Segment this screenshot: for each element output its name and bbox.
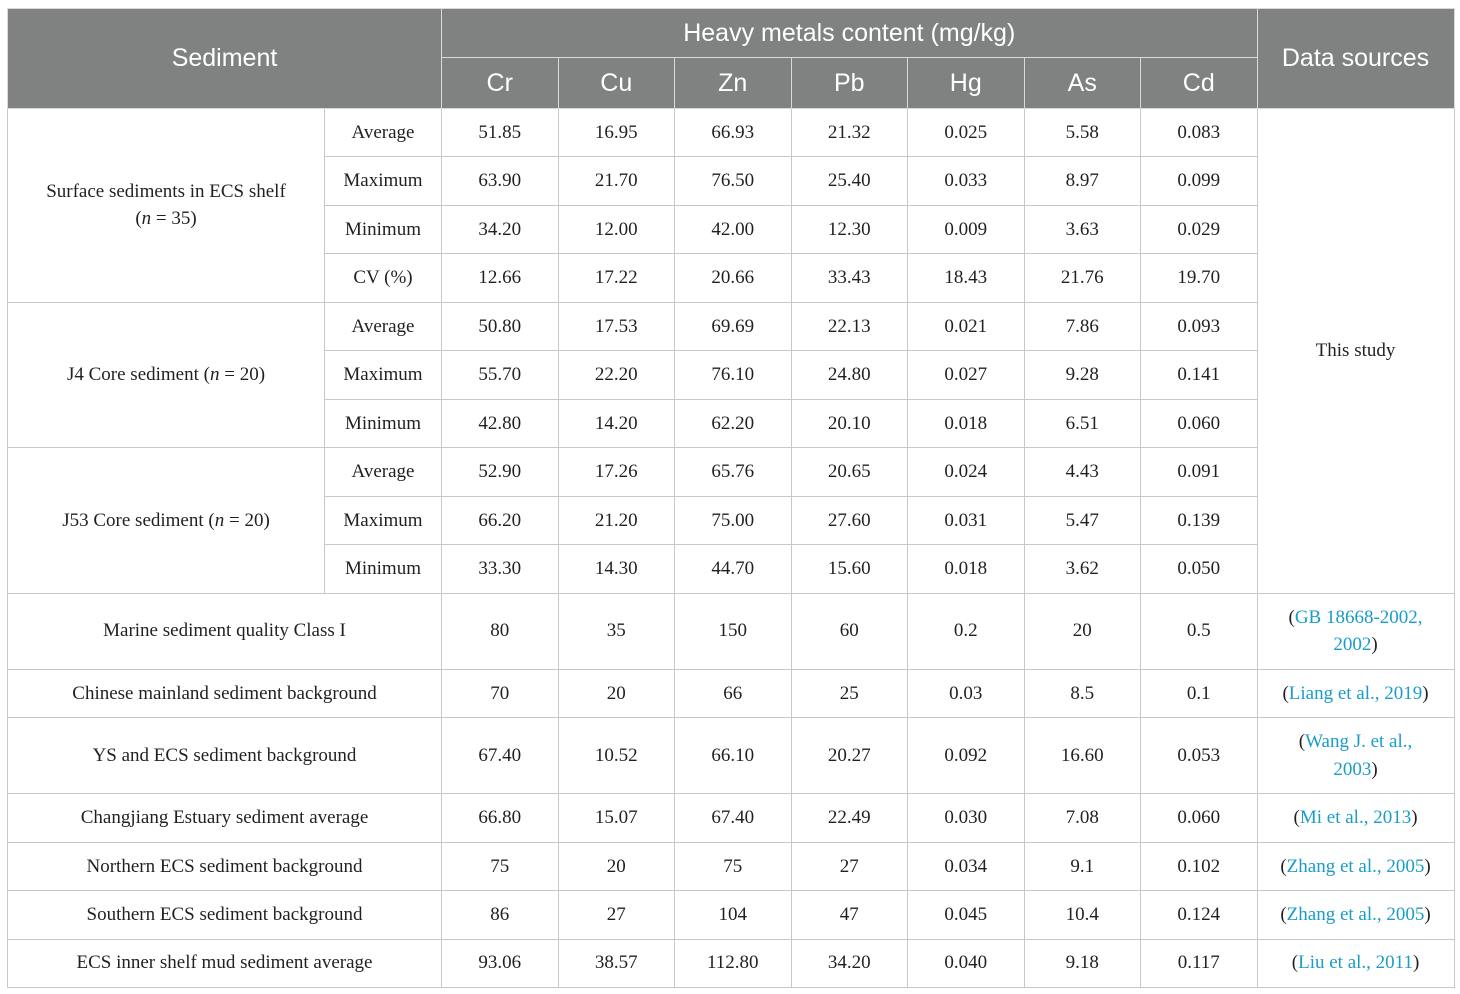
close-paren: )	[1424, 855, 1431, 877]
citation-link[interactable]: Liu et al., 2011	[1298, 952, 1413, 974]
metal-value: 67.40	[442, 718, 559, 794]
metal-value: 67.40	[675, 794, 792, 842]
metal-value: 66.93	[675, 109, 792, 157]
reference-row	[8, 891, 1455, 939]
data-source-cell	[1257, 794, 1454, 842]
metal-value: 60	[791, 593, 908, 669]
metal-value: 86	[442, 891, 559, 939]
metal-value: 0.083	[1141, 109, 1258, 157]
statistic-label: Minimum	[325, 399, 442, 447]
metal-value: 27	[791, 842, 908, 890]
statistic-label: Minimum	[325, 205, 442, 253]
sediment-group-name	[8, 302, 325, 447]
metal-value: 20.65	[791, 448, 908, 496]
reference-row	[8, 593, 1455, 669]
data-source-cell	[1257, 842, 1454, 890]
open-paren: (	[1280, 904, 1287, 926]
metal-value: 0.053	[1141, 718, 1258, 794]
statistic-label: Maximum	[325, 157, 442, 205]
data-source-cell	[1257, 939, 1454, 987]
metal-value: 0.030	[908, 794, 1025, 842]
metal-value: 93.06	[442, 939, 559, 987]
statistic-label: Average	[325, 109, 442, 157]
metal-value: 14.30	[558, 545, 675, 593]
metal-value: 17.26	[558, 448, 675, 496]
open-paren: (	[1282, 682, 1289, 704]
metal-value: 0.018	[908, 545, 1025, 593]
metal-value: 76.10	[675, 351, 792, 399]
metal-value: 62.20	[675, 399, 792, 447]
metal-value: 25.40	[791, 157, 908, 205]
metal-value: 65.76	[675, 448, 792, 496]
metal-value: 0.5	[1141, 593, 1258, 669]
metal-value: 6.51	[1024, 399, 1141, 447]
metal-value: 34.20	[791, 939, 908, 987]
statistic-label: Average	[325, 302, 442, 350]
metal-value: 0.117	[1141, 939, 1258, 987]
metal-value: 0.03	[908, 669, 1025, 717]
metal-value: 7.08	[1024, 794, 1141, 842]
metal-value: 21.76	[1024, 254, 1141, 302]
metal-value: 0.124	[1141, 891, 1258, 939]
metal-value: 7.86	[1024, 302, 1141, 350]
metal-value: 0.034	[908, 842, 1025, 890]
reference-name: ECS inner shelf mud sediment average	[8, 939, 442, 987]
metal-value: 0.060	[1141, 794, 1258, 842]
close-paren: )	[1371, 634, 1378, 656]
reference-row	[8, 939, 1455, 987]
metal-value: 24.80	[791, 351, 908, 399]
reference-row	[8, 842, 1455, 890]
metal-value: 0.029	[1141, 205, 1258, 253]
metal-value: 70	[442, 669, 559, 717]
metal-value: 50.80	[442, 302, 559, 350]
sample-count: (n = 35)	[135, 208, 197, 230]
metal-value: 20	[1024, 593, 1141, 669]
metal-value: 0.092	[908, 718, 1025, 794]
metal-value: 0.060	[1141, 399, 1258, 447]
metal-value: 15.07	[558, 794, 675, 842]
metal-value: 5.58	[1024, 109, 1141, 157]
header-data-sources: Data sources	[1257, 9, 1454, 109]
heavy-metals-table	[7, 8, 1455, 988]
metal-value: 52.90	[442, 448, 559, 496]
open-paren: (	[1298, 731, 1306, 753]
metal-value: 0.018	[908, 399, 1025, 447]
metal-value: 55.70	[442, 351, 559, 399]
sediment-group-label: Surface sediments in ECS shelf	[46, 180, 286, 202]
close-paren: )	[1371, 758, 1378, 780]
sediment-group-name	[8, 448, 325, 593]
metal-value: 0.009	[908, 205, 1025, 253]
open-paren: (	[1288, 606, 1295, 628]
table-row	[8, 302, 1455, 350]
metal-value: 0.099	[1141, 157, 1258, 205]
citation-link[interactable]: Mi et al., 2013	[1299, 807, 1412, 829]
metal-value: 33.43	[791, 254, 908, 302]
metal-value: 0.024	[908, 448, 1025, 496]
header-metal-cu: Cu	[558, 58, 675, 109]
open-paren: (	[1293, 807, 1300, 829]
metal-value: 0.021	[908, 302, 1025, 350]
metal-value: 3.62	[1024, 545, 1141, 593]
metal-value: 19.70	[1141, 254, 1258, 302]
data-source-cell	[1257, 669, 1454, 717]
metal-value: 12.30	[791, 205, 908, 253]
metal-value: 76.50	[675, 157, 792, 205]
metal-value: 15.60	[791, 545, 908, 593]
metal-value: 0.025	[908, 109, 1025, 157]
metal-value: 3.63	[1024, 205, 1141, 253]
header-metal-cr: Cr	[442, 58, 559, 109]
citation-link[interactable]: Zhang et al., 2005	[1286, 904, 1425, 926]
sample-count: (n = 20)	[208, 509, 270, 531]
metal-value: 34.20	[442, 205, 559, 253]
metal-value: 21.32	[791, 109, 908, 157]
metal-value: 22.13	[791, 302, 908, 350]
metal-value: 66.10	[675, 718, 792, 794]
metal-value: 0.2	[908, 593, 1025, 669]
citation-link[interactable]: Wang J. et al.,	[1305, 731, 1413, 753]
statistic-label: CV (%)	[325, 254, 442, 302]
data-source-cell	[1257, 891, 1454, 939]
reference-name: Marine sediment quality Class I	[8, 593, 442, 669]
close-paren: )	[1412, 952, 1420, 974]
citation-link-year[interactable]: 2002	[1333, 634, 1372, 656]
metal-value: 10.52	[558, 718, 675, 794]
sediment-group-name	[8, 109, 325, 303]
statistic-label: Maximum	[325, 496, 442, 544]
metal-value: 21.20	[558, 496, 675, 544]
table-row	[8, 109, 1455, 157]
metal-value: 20.66	[675, 254, 792, 302]
metal-value: 0.031	[908, 496, 1025, 544]
reference-name: YS and ECS sediment background	[8, 718, 442, 794]
statistic-label: Minimum	[325, 545, 442, 593]
metal-value: 75	[675, 842, 792, 890]
metal-value: 21.70	[558, 157, 675, 205]
metal-value: 35	[558, 593, 675, 669]
header-metal-as: As	[1024, 58, 1141, 109]
metal-value: 25	[791, 669, 908, 717]
close-paren: )	[1422, 682, 1429, 704]
reference-name: Changjiang Estuary sediment average	[8, 794, 442, 842]
metal-value: 38.57	[558, 939, 675, 987]
metal-value: 27	[558, 891, 675, 939]
data-source-cell	[1257, 593, 1454, 669]
metal-value: 9.1	[1024, 842, 1141, 890]
close-paren: )	[1424, 904, 1431, 926]
header-metal-zn: Zn	[675, 58, 792, 109]
metal-value: 75	[442, 842, 559, 890]
open-paren: (	[1280, 855, 1287, 877]
metal-value: 8.5	[1024, 669, 1141, 717]
statistic-label: Maximum	[325, 351, 442, 399]
metal-value: 10.4	[1024, 891, 1141, 939]
metal-value: 0.093	[1141, 302, 1258, 350]
reference-row	[8, 794, 1455, 842]
statistic-label: Average	[325, 448, 442, 496]
metal-value: 22.20	[558, 351, 675, 399]
metal-value: 17.53	[558, 302, 675, 350]
metal-value: 42.80	[442, 399, 559, 447]
reference-name: Northern ECS sediment background	[8, 842, 442, 890]
metal-value: 0.139	[1141, 496, 1258, 544]
table-row	[8, 448, 1455, 496]
metal-value: 12.00	[558, 205, 675, 253]
header-heavy-metals: Heavy metals content (mg/kg)	[442, 9, 1258, 58]
metal-value: 4.43	[1024, 448, 1141, 496]
metal-value: 63.90	[442, 157, 559, 205]
metal-value: 0.040	[908, 939, 1025, 987]
metal-value: 0.050	[1141, 545, 1258, 593]
data-source-cell	[1257, 718, 1454, 794]
metal-value: 0.1	[1141, 669, 1258, 717]
metal-value: 16.60	[1024, 718, 1141, 794]
metal-value: 75.00	[675, 496, 792, 544]
metal-value: 20	[558, 669, 675, 717]
reference-row	[8, 718, 1455, 794]
citation-link[interactable]: GB 18668-2002,	[1294, 606, 1423, 628]
sample-count: (n = 20)	[203, 364, 266, 386]
metal-value: 0.102	[1141, 842, 1258, 890]
metal-value: 0.033	[908, 157, 1025, 205]
metal-value: 69.69	[675, 302, 792, 350]
reference-row	[8, 669, 1455, 717]
metal-value: 66.20	[442, 496, 559, 544]
metal-value: 20.27	[791, 718, 908, 794]
header-sediment: Sediment	[8, 9, 442, 109]
metal-value: 16.95	[558, 109, 675, 157]
metal-value: 17.22	[558, 254, 675, 302]
citation-link-year[interactable]: 2003	[1333, 758, 1372, 780]
metal-value: 66.80	[442, 794, 559, 842]
citation-link[interactable]: Zhang et al., 2005	[1286, 855, 1425, 877]
metal-value: 42.00	[675, 205, 792, 253]
close-paren: )	[1411, 807, 1418, 829]
metal-value: 20.10	[791, 399, 908, 447]
citation-link[interactable]: Liang et al., 2019	[1288, 682, 1423, 704]
metal-value: 150	[675, 593, 792, 669]
open-paren: (	[1291, 952, 1299, 974]
metal-value: 0.027	[908, 351, 1025, 399]
sediment-group-label: J53 Core sediment	[62, 509, 204, 531]
metal-value: 51.85	[442, 109, 559, 157]
metal-value: 104	[675, 891, 792, 939]
metal-value: 9.18	[1024, 939, 1141, 987]
reference-name: Southern ECS sediment background	[8, 891, 442, 939]
metal-value: 14.20	[558, 399, 675, 447]
reference-name: Chinese mainland sediment background	[8, 669, 442, 717]
header-metal-cd: Cd	[1141, 58, 1258, 109]
metal-value: 0.091	[1141, 448, 1258, 496]
metal-value: 9.28	[1024, 351, 1141, 399]
metal-value: 27.60	[791, 496, 908, 544]
header-metal-pb: Pb	[791, 58, 908, 109]
metal-value: 0.141	[1141, 351, 1258, 399]
header-metal-hg: Hg	[908, 58, 1025, 109]
metal-value: 66	[675, 669, 792, 717]
metal-value: 47	[791, 891, 908, 939]
metal-value: 112.80	[675, 939, 792, 987]
metal-value: 8.97	[1024, 157, 1141, 205]
metal-value: 18.43	[908, 254, 1025, 302]
metal-value: 12.66	[442, 254, 559, 302]
metal-value: 22.49	[791, 794, 908, 842]
metal-value: 33.30	[442, 545, 559, 593]
metal-value: 0.045	[908, 891, 1025, 939]
metal-value: 80	[442, 593, 559, 669]
metal-value: 5.47	[1024, 496, 1141, 544]
sediment-group-label: J4 Core sediment	[66, 364, 199, 386]
source-this-study: This study	[1257, 109, 1454, 594]
metal-value: 20	[558, 842, 675, 890]
metal-value: 44.70	[675, 545, 792, 593]
